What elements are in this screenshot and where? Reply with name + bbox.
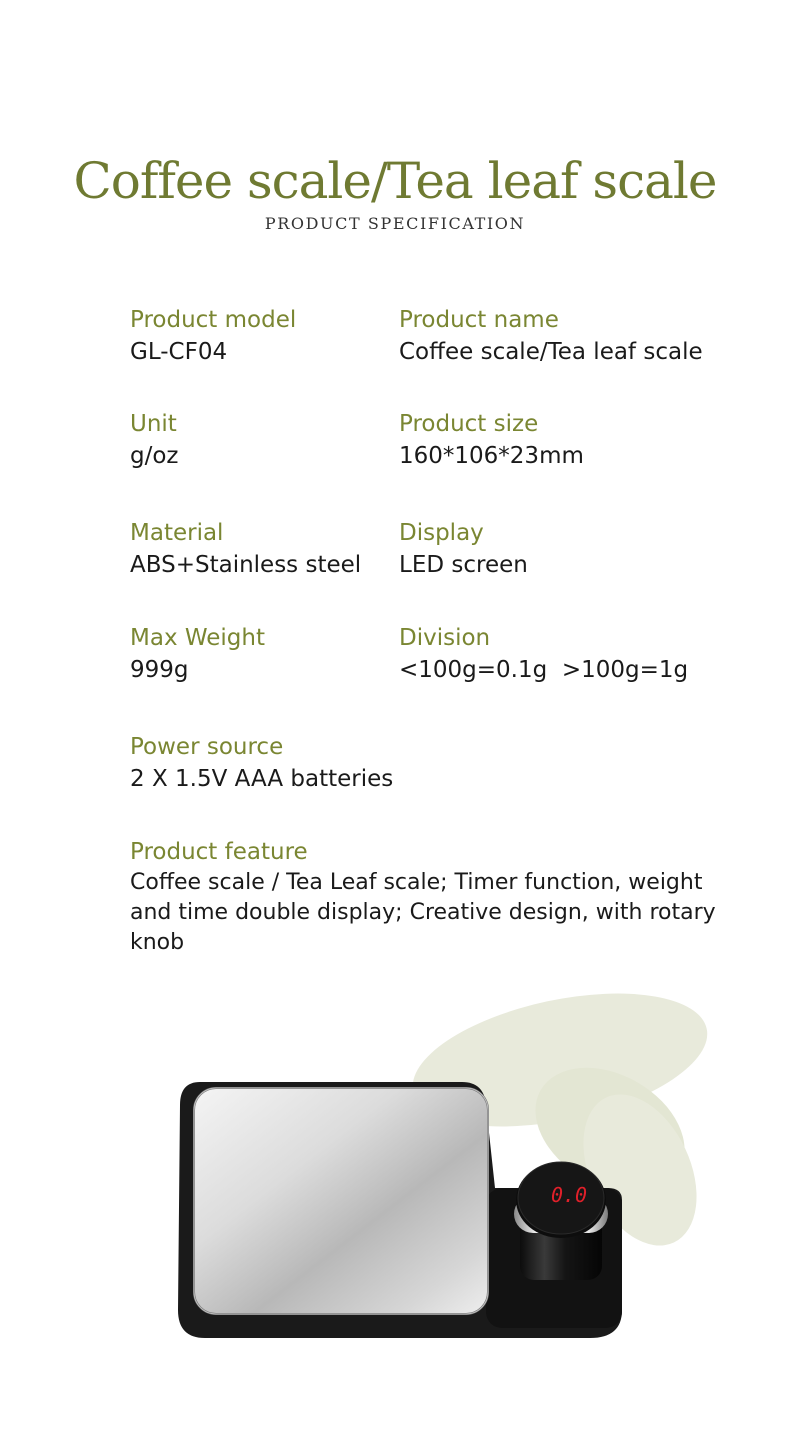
spec-product-size xyxy=(399,408,584,472)
spec-value: GL-CF04 xyxy=(130,339,228,365)
spec-power-source xyxy=(130,731,393,795)
spec-value: g/oz xyxy=(130,443,179,469)
spec-value: LED screen xyxy=(399,552,528,578)
product-image xyxy=(0,990,790,1390)
spec-value: 2 X 1.5V AAA batteries xyxy=(130,766,394,792)
spec-label: Max Weight xyxy=(130,625,265,651)
spec-value: Coffee scale/Tea leaf scale xyxy=(399,339,703,365)
spec-unit xyxy=(130,408,179,472)
spec-product-feature xyxy=(130,836,730,958)
spec-value: ABS+Stainless steel xyxy=(130,552,362,578)
spec-product-name xyxy=(399,304,703,368)
spec-label: Product size xyxy=(399,411,539,437)
spec-display xyxy=(399,517,528,581)
led-display: 0.0 xyxy=(550,1183,588,1207)
spec-value: Coffee scale / Tea Leaf scale; Timer function, weight and time double display; Creative design, with rotary knob xyxy=(130,870,716,955)
spec-label: Product name xyxy=(399,307,559,333)
spec-max-weight xyxy=(130,622,265,686)
spec-label: Unit xyxy=(130,411,177,437)
spec-label: Power source xyxy=(130,734,284,760)
spec-label: Material xyxy=(130,520,224,546)
spec-label: Product model xyxy=(130,307,297,333)
spec-value: 160*106*23mm xyxy=(399,443,584,469)
spec-material xyxy=(130,517,361,581)
spec-product-model xyxy=(130,304,296,368)
spec-label: Product feature xyxy=(130,839,308,865)
spec-label: Display xyxy=(399,520,484,546)
spec-value: <100g=0.1g >100g=1g xyxy=(399,657,689,683)
spec-value: 999g xyxy=(130,657,189,683)
page-subtitle: PRODUCT SPECIFICATION xyxy=(264,214,526,233)
weighing-platform xyxy=(194,1088,488,1314)
spec-division xyxy=(399,622,688,686)
rotary-knob xyxy=(514,1162,608,1280)
page-title: Coffee scale/Tea leaf scale xyxy=(73,152,717,210)
spec-label: Division xyxy=(399,625,491,651)
